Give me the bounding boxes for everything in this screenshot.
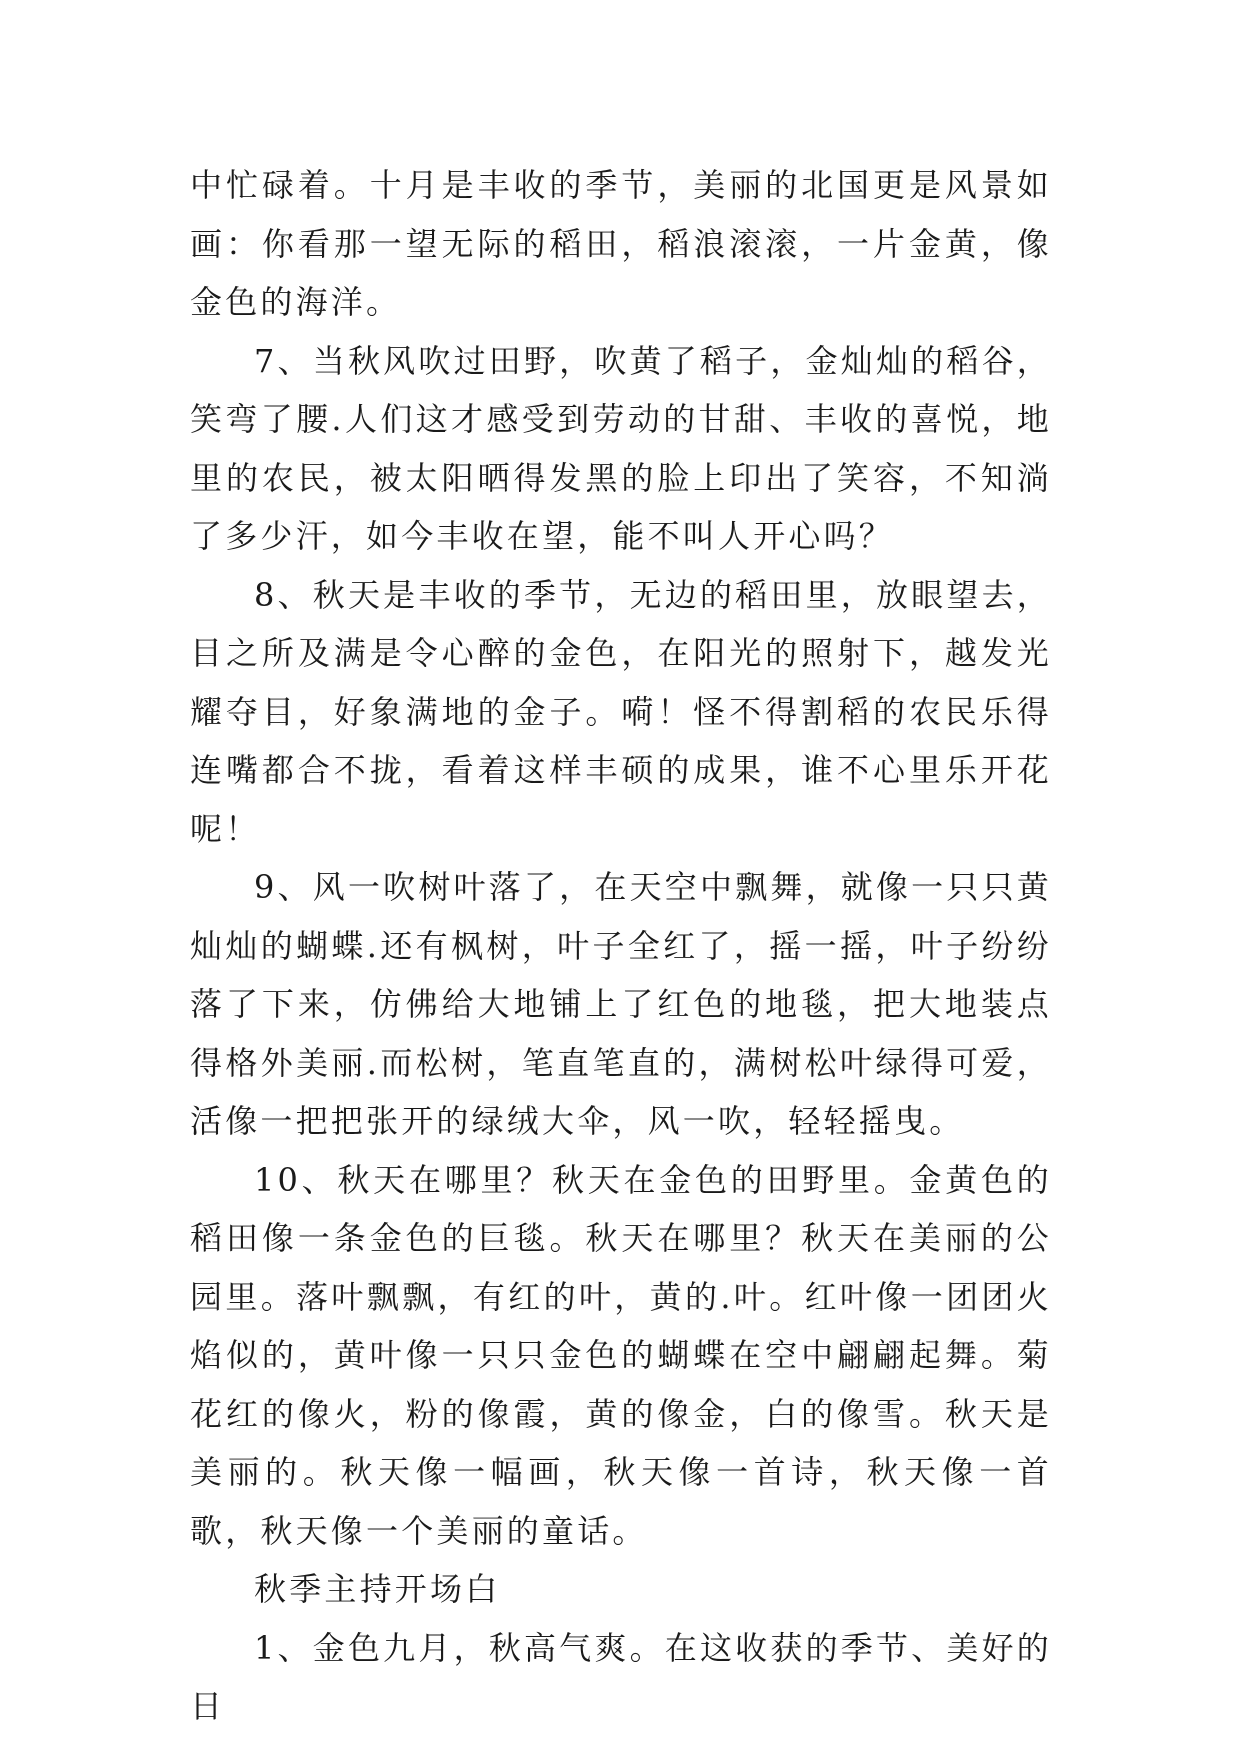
paragraph-continuation: 中忙碌着。十月是丰收的季节，美丽的北国更是风景如画：你看那一望无际的稻田，稻浪滚滚，一片金黄，像金色的海洋。 bbox=[190, 166, 1052, 321]
paragraph-7: 7、当秋风吹过田野，吹黄了稻子，金灿灿的稻谷，笑弯了腰.人们这才感受到劳动的甘甜、丰收的喜悦，地里的农民，被太阳晒得发黑的脸上印出了笑容，不知淌了多少汗，如今丰收在望，能不叫人开心吗？ bbox=[190, 341, 1052, 555]
document-body bbox=[190, 156, 1052, 1736]
paragraph-10: 10、秋天在哪里？秋天在金色的田野里。金黄色的稻田像一条金色的巨毯。秋天在哪里？秋天在美丽的公园里。落叶飘飘，有红的叶，黄的.叶。红叶像一团团火焰似的，黄叶像一只只金色的蝴蝶在空中翩翩起舞。菊花红的像火，粉的像霞，黄的像金，白的像雪。秋天是美丽的。秋天像一幅画，秋天像一首诗，秋天像一首歌，秋天像一个美丽的童话。 bbox=[190, 1160, 1052, 1550]
paragraph-8: 8、秋天是丰收的季节，无边的稻田里，放眼望去，目之所及满是令心醉的金色，在阳光的照射下，越发光耀夺目，好象满地的金子。嗬！怪不得割稻的农民乐得连嘴都合不拢，看着这样丰硕的成果，谁不心里乐开花呢！ bbox=[190, 575, 1052, 848]
paragraph-9: 9、风一吹树叶落了，在天空中飘舞，就像一只只黄灿灿的蝴蝶.还有枫树，叶子全红了，摇一摇，叶子纷纷落了下来，仿佛给大地铺上了红色的地毯，把大地装点得格外美丽.而松树，笔直笔直的，满树松叶绿得可爱，活像一把把张开的绿绒大伞，风一吹，轻轻摇曳。 bbox=[190, 868, 1052, 1140]
paragraph-1: 1、金色九月，秋高气爽。在这收获的季节、美好的日 bbox=[190, 1628, 1052, 1725]
section-heading: 秋季主持开场白 bbox=[254, 1570, 501, 1608]
